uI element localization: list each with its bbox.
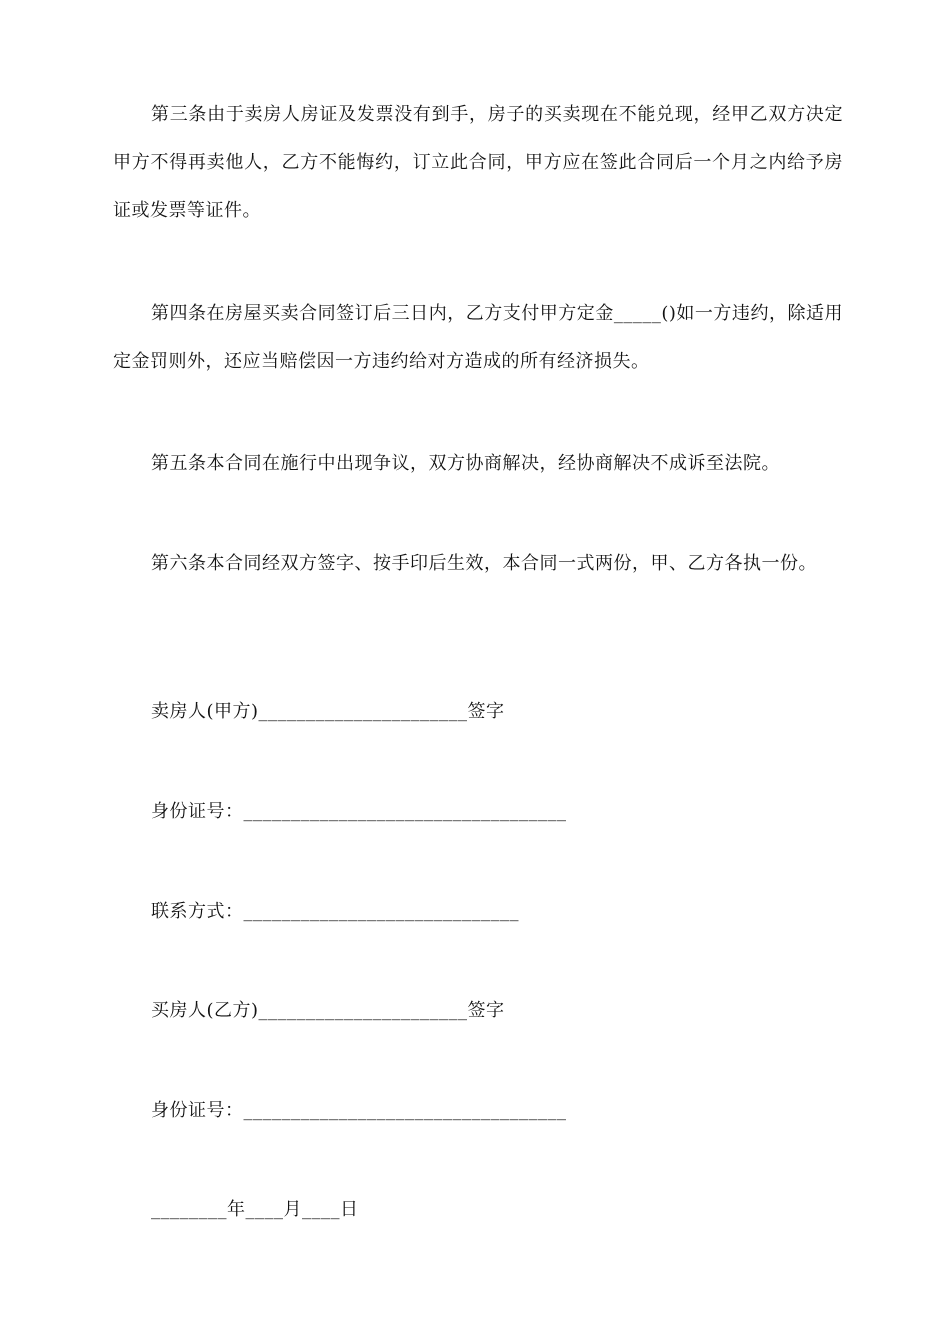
seller-signature-line: 卖房人(甲方)______________________签字 [151, 701, 505, 722]
buyer-id-number-line: 身份证号：__________________________________ [151, 1100, 567, 1121]
date-line: ________年____月____日 [151, 1199, 359, 1220]
buyer-signature-line: 买房人(乙方)______________________签字 [151, 1000, 505, 1021]
clause-3-paragraph: 第三条由于卖房人房证及发票没有到手，房子的买卖现在不能兑现，经甲乙双方决定甲方不得再卖他人，乙方不能悔约，订立此合同，甲方应在签此合同后一个月之内给予房证或发票等证件。 [113, 104, 843, 221]
clause-6-paragraph: 第六条本合同经双方签字、按手印后生效，本合同一式两份，甲、乙方各执一份。 [151, 553, 817, 574]
clause-5-paragraph: 第五条本合同在施行中出现争议，双方协商解决，经协商解决不成诉至法院。 [151, 453, 780, 474]
clause-4-paragraph: 第四条在房屋买卖合同签订后三日内，乙方支付甲方定金_____()如一方违约，除适用定金罚则外，还应当赔偿因一方违约给对方造成的所有经济损失。 [113, 303, 843, 372]
seller-contact-line: 联系方式：_____________________________ [151, 901, 519, 922]
seller-id-number-line: 身份证号：__________________________________ [151, 801, 567, 822]
